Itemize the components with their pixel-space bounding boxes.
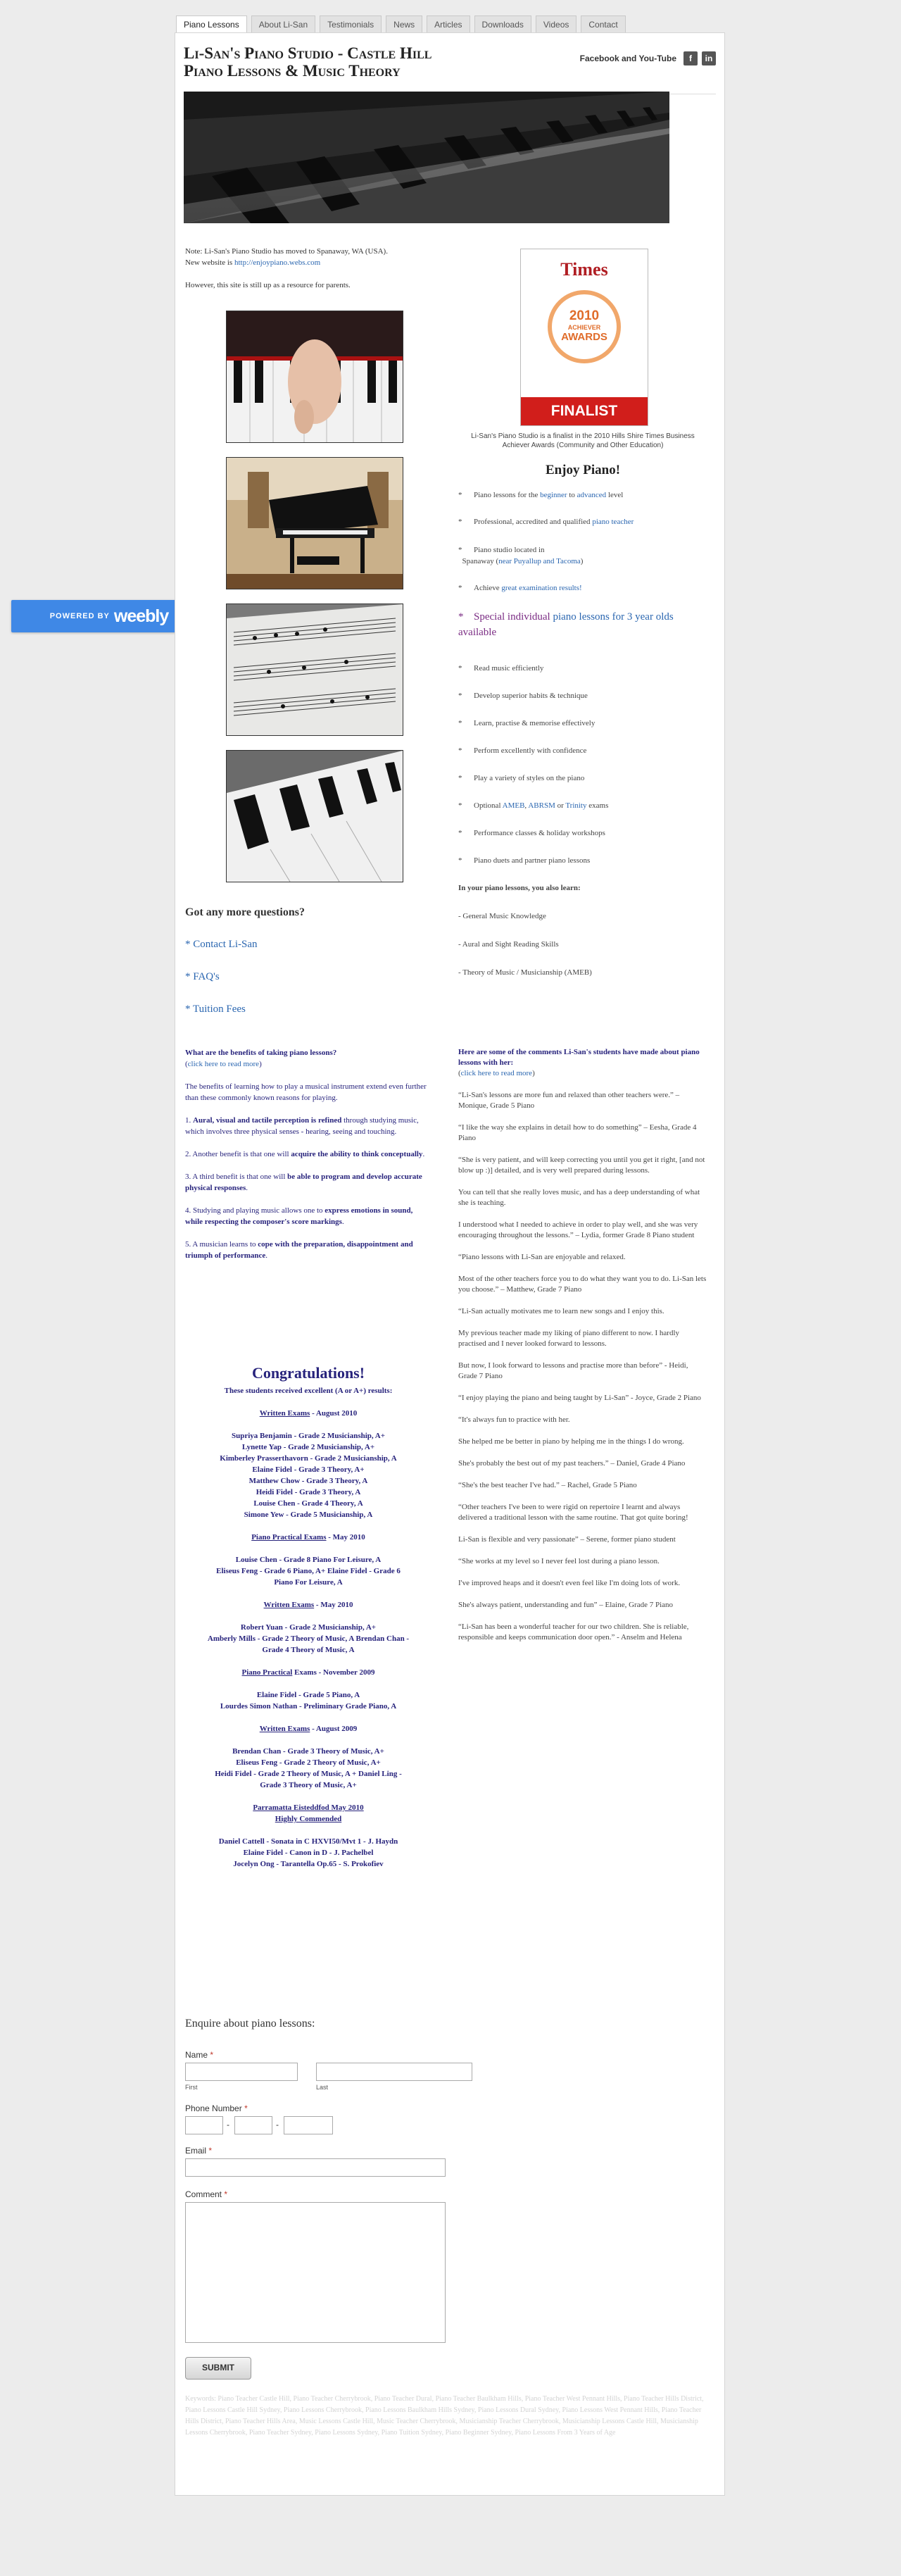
comment: You can tell that she really loves music, and has a deep understanding of what she is teaching. bbox=[458, 1188, 700, 1207]
result-line: Robert Yuan - Grade 2 Musicianship, A+ bbox=[240, 1623, 377, 1632]
grand-piano-photo bbox=[226, 457, 403, 589]
faqs-link[interactable]: * FAQ's bbox=[185, 971, 220, 982]
comment: “I enjoy playing the piano and being taught by Li-San” - Joyce, Grade 2 Piano bbox=[458, 1394, 701, 1402]
benefit-1 bbox=[185, 1115, 431, 1137]
award-year: 2010 bbox=[569, 308, 600, 323]
bullet-results: * Achieve great examination results! bbox=[458, 584, 582, 592]
group-date: - August 2009 bbox=[310, 1725, 358, 1733]
phone-label bbox=[185, 2103, 248, 2113]
sheet-music-photo bbox=[226, 604, 403, 736]
bullet-learn-text: Learn, practise & memorise effectively bbox=[474, 719, 596, 727]
bullet-location-end: ) bbox=[580, 557, 584, 565]
results-group-practical-nov-2009 bbox=[185, 1667, 431, 1678]
comment-textarea[interactable] bbox=[185, 2202, 446, 2343]
bullet-exams-end: exams bbox=[586, 801, 609, 810]
comment: I understood what I needed to achieve in order to play well, and she was very encouraging throughout the lessons.” – Lydia, former Grade 8 Piano student bbox=[458, 1220, 698, 1239]
award-times-logo: Times bbox=[560, 259, 608, 280]
bullet-special-text: Special individual bbox=[474, 611, 553, 623]
email-input[interactable] bbox=[185, 2158, 446, 2177]
comment: “She is very patient, and will keep correcting you until you get it right, [and not blow up :)] detailed, and is very well prepared during lessons. bbox=[458, 1156, 705, 1175]
benefit-1-bold: Aural, visual and tactile perception is refined bbox=[193, 1116, 342, 1125]
nav-tab-testimonials[interactable]: Testimonials bbox=[320, 15, 382, 34]
group-date: - August 2010 bbox=[310, 1409, 358, 1418]
benefit-3-end: . bbox=[246, 1184, 248, 1192]
bullet-workshops: * Performance classes & holiday workshops bbox=[458, 829, 605, 837]
bullet-location-city: Spanaway ( bbox=[462, 557, 499, 565]
benefit-4 bbox=[185, 1205, 431, 1227]
phone-line-input[interactable] bbox=[284, 2116, 333, 2134]
tuition-fees-link[interactable]: * Tuition Fees bbox=[185, 1003, 246, 1015]
result-line: Supriya Benjamin - Grade 2 Musicianship, A+ bbox=[231, 1432, 386, 1440]
site-title-line2: Piano Lessons & Music Theory bbox=[184, 62, 401, 80]
bullet-duets-text: Piano duets and partner piano lessons bbox=[474, 856, 591, 865]
bullet-habits: * Develop superior habits & technique bbox=[458, 692, 588, 700]
bullet-levels-to: to bbox=[567, 491, 577, 499]
result-line: Kimberley Prasserthavorn - Grade 2 Musicianship, A bbox=[220, 1454, 397, 1463]
group-heading[interactable]: Parramatta Eisteddfod May 2010 bbox=[253, 1803, 364, 1812]
results-group-written-aug-2010 bbox=[185, 1408, 431, 1419]
also-learn-heading: In your piano lessons, you also learn: bbox=[458, 884, 581, 892]
abrsm-link[interactable]: ABRSM bbox=[528, 801, 555, 810]
ameb-link[interactable]: AMEB bbox=[502, 801, 525, 810]
group-date: - May 2010 bbox=[314, 1601, 353, 1609]
results-group-practical-may-2010 bbox=[185, 1532, 431, 1543]
required-marker: * bbox=[210, 2050, 214, 2060]
bullet-duets: * Piano duets and partner piano lessons bbox=[458, 856, 591, 865]
comment: Li-San is flexible and very passionate” – Serene, former piano student bbox=[458, 1535, 676, 1544]
comment: “Other teachers I've been to were rigid on repertoire I learnt and always delivered a traditional lesson with the same routine. That got quite boring! bbox=[458, 1503, 688, 1522]
comment: “She works at my level so I never feel lost during a piano lesson. bbox=[458, 1557, 660, 1565]
bullet-levels-text: Piano lessons for the bbox=[474, 491, 541, 499]
result-line: Matthew Chow - Grade 3 Theory, A bbox=[248, 1477, 368, 1485]
email-label-text: Email bbox=[185, 2146, 207, 2156]
sheet-music-image bbox=[227, 604, 403, 735]
benefit-2-end: . bbox=[422, 1150, 425, 1158]
bullet-exams: * Optional AMEB, ABRSM or Trinity exams bbox=[458, 801, 609, 810]
result-line: Amberly Mills - Grade 2 Theory of Music, A Brendan Chan - bbox=[207, 1634, 410, 1643]
bullet-location: * Piano studio located in Spanaway (near Puyallup and Tacoma) bbox=[458, 546, 584, 565]
bullet-read-music-text: Read music efficiently bbox=[474, 664, 544, 673]
results-group-eisteddfod bbox=[185, 1802, 431, 1813]
nav-tab-downloads[interactable]: Downloads bbox=[474, 15, 531, 34]
result-line: Lynette Yap - Grade 2 Musicianship, A+ bbox=[241, 1443, 375, 1451]
questions-heading: Got any more questions? bbox=[185, 906, 305, 918]
benefit-4-end: . bbox=[341, 1218, 344, 1226]
powered-by-text: POWERED BY bbox=[49, 612, 110, 620]
required-marker: * bbox=[224, 2189, 228, 2199]
comment: My previous teacher made my liking of piano different to now. I hardly practised and I never looked forward to lessons. bbox=[458, 1329, 680, 1348]
facebook-icon[interactable]: f bbox=[683, 51, 698, 65]
first-name-sublabel: First bbox=[185, 2084, 198, 2091]
bullet-levels: * Piano lessons for the beginner to advanced level bbox=[458, 491, 624, 499]
results-group-highly-commended bbox=[185, 1813, 431, 1825]
first-name-input[interactable] bbox=[185, 2063, 298, 2081]
award-medal bbox=[548, 290, 621, 363]
congratulations-heading: Congratulations! bbox=[251, 1364, 365, 1382]
benefit-2-bold: acquire the ability to think conceptually bbox=[291, 1150, 423, 1158]
site-title-line1: Li-San's Piano Studio - Castle Hill bbox=[184, 44, 432, 62]
group-subheading: Highly Commended bbox=[275, 1815, 342, 1823]
result-line: Grade 4 Theory of Music, A bbox=[262, 1646, 355, 1654]
bullet-location-text: Piano studio located in bbox=[474, 546, 545, 554]
benefit-5-bold: cope with the preparation, disappointment and triumph of performance bbox=[185, 1240, 413, 1260]
bullet-styles-text: Play a variety of styles on the piano bbox=[474, 774, 585, 782]
result-line: Piano For Leisure, A bbox=[274, 1578, 343, 1587]
nav-tab-about[interactable]: About Li-San bbox=[251, 15, 315, 34]
moved-note-line2 bbox=[185, 257, 439, 268]
three-year-olds-link[interactable]: piano lessons for 3 year olds bbox=[553, 611, 674, 623]
phone-dash: - bbox=[227, 2120, 229, 2130]
bullet-exams-sep2: or bbox=[555, 801, 566, 810]
comment: “Piano lessons with Li-San are enjoyable and relaxed. bbox=[458, 1253, 626, 1261]
last-name-input[interactable] bbox=[316, 2063, 472, 2081]
benefits-heading: What are the benefits of taking piano lessons? bbox=[185, 1049, 337, 1057]
keywords-footer: Keywords: Piano Teacher Castle Hill, Piano Teacher Cherrybrook, Piano Teacher Dural, Piano Teacher Baulkham Hills, Piano Teacher West Pennant Hills, Piano Teacher Hills District, Piano Lessons Castle Hill Sydney, Piano Lessons Cherrybrook, Piano Lessons Baulkham Hills Sydney, Piano Lessons Dural Sydney, Piano Lessons West Pennant Hills, Piano Teacher Hills District, Piano Teacher Hills Area, Music Lessons Castle Hill, Music Teacher Cherrybrook, Musicianship Teacher Cherrybrook, Musicianship Lessons Castle Hill, Musicianship Lessons Cherrybrook, Piano Teacher Sydney, Piano Lessons Sydney, Piano Tuition Sydney, Piano Beginner Sydney, Piano Lessons From 3 Years of Age bbox=[185, 2395, 704, 2437]
bullet-perform: * Perform excellently with confidence bbox=[458, 746, 587, 755]
result-line: Elaine Fidel - Grade 3 Theory, A+ bbox=[252, 1465, 365, 1474]
comment: “I like the way she explains in detail how to do something” – Eesha, Grade 4 Piano bbox=[458, 1123, 697, 1142]
comment: I've improved heaps and it doesn't even feel like I'm doing lots of work. bbox=[458, 1579, 681, 1587]
award-caption: Li-San's Piano Studio is a finalist in the 2010 Hills Shire Times Business Achiever Awards (Community and Other Education) bbox=[471, 432, 695, 449]
benefit-4-bold: express emotions in sound, while respecting the composer's score markings bbox=[185, 1206, 413, 1226]
benefits-read-more-link[interactable]: click here to read more bbox=[187, 1060, 260, 1068]
comments-read-more-link[interactable]: click here to read more bbox=[460, 1069, 533, 1077]
results-group-written-may-2010 bbox=[185, 1599, 431, 1611]
benefit-3-text: 3. A third benefit is that one will bbox=[185, 1173, 288, 1181]
email-label bbox=[185, 2146, 212, 2156]
new-website-link[interactable]: http://enjoypiano.webs.com bbox=[234, 258, 321, 267]
benefit-5-text: 5. A musician learns to bbox=[185, 1240, 258, 1249]
result-line: Eliseus Feng - Grade 6 Piano, A+ Elaine Fidel - Grade 6 bbox=[216, 1567, 401, 1575]
bullet-learn: * Learn, practise & memorise effectively bbox=[458, 719, 596, 727]
result-line: Daniel Cattell - Sonata in C HXVI50/Mvt 1 - J. Haydn bbox=[218, 1837, 398, 1846]
hand-on-keys-image bbox=[227, 311, 403, 442]
phone-area-input[interactable] bbox=[185, 2116, 223, 2134]
group-date: - May 2010 bbox=[326, 1533, 365, 1542]
contact-li-san-link[interactable]: * Contact Li-San bbox=[185, 939, 258, 950]
comment: But now, I look forward to lessons and practise more than before” - Heidi, Grade 7 Piano bbox=[458, 1361, 688, 1380]
bullet-qualified-text: Professional, accredited and qualified bbox=[474, 518, 593, 526]
phone-dash: - bbox=[276, 2120, 279, 2130]
benefit-5 bbox=[185, 1239, 431, 1261]
moved-note bbox=[185, 246, 439, 291]
comments-read-more: (click here to read more) bbox=[458, 1069, 535, 1077]
result-line: Brendan Chan - Grade 3 Theory of Music, A+ bbox=[232, 1747, 384, 1756]
piano-keys-banner bbox=[184, 92, 669, 223]
site-title[interactable] bbox=[184, 44, 508, 80]
bullet-workshops-text: Performance classes & holiday workshops bbox=[474, 829, 605, 837]
result-line: Heidi Fidel - Grade 2 Theory of Music, A + Daniel Ling - bbox=[215, 1770, 402, 1778]
puyallup-tacoma-link[interactable]: near Puyallup and Tacoma bbox=[498, 557, 581, 565]
bullet-available-text: available bbox=[458, 627, 497, 638]
bullet-exams-text: Optional bbox=[474, 801, 503, 810]
bullet-results-text: Achieve bbox=[474, 584, 502, 592]
student-comments bbox=[458, 1047, 709, 1643]
results-group-written-aug-2009 bbox=[185, 1723, 431, 1734]
social-links bbox=[580, 51, 716, 65]
nav-tab-contact[interactable]: Contact bbox=[581, 15, 625, 34]
piano-teacher-link[interactable]: piano teacher bbox=[592, 518, 634, 526]
bullet-qualified: * Professional, accredited and qualified piano teacher bbox=[458, 518, 634, 526]
group-heading[interactable]: Piano Practical Exams bbox=[251, 1533, 327, 1542]
required-marker: * bbox=[208, 2146, 213, 2156]
bullet-read-music: * Read music efficiently bbox=[458, 664, 544, 673]
result-line: Louise Chen - Grade 4 Theory, A bbox=[253, 1499, 363, 1508]
award-finalist-banner: FINALIST bbox=[521, 397, 648, 425]
group-heading[interactable]: Written Exams bbox=[263, 1601, 315, 1609]
group-heading[interactable]: Written Exams bbox=[259, 1409, 310, 1418]
comment: She's probably the best out of my past teachers.” – Daniel, Grade 4 Piano bbox=[458, 1459, 686, 1468]
phone-label-text: Phone Number bbox=[185, 2103, 242, 2113]
phone-prefix-input[interactable] bbox=[234, 2116, 272, 2134]
bullet-habits-text: Develop superior habits & technique bbox=[474, 692, 588, 700]
exam-results-link[interactable]: great examination results! bbox=[501, 584, 582, 592]
nav-tab-videos[interactable]: Videos bbox=[536, 15, 576, 34]
new-website-label: New website is bbox=[185, 258, 234, 267]
bullet-perform-text: Perform excellently with confidence bbox=[474, 746, 587, 755]
name-label-text: Name bbox=[185, 2050, 208, 2060]
group-heading[interactable]: Written Exams bbox=[259, 1725, 310, 1733]
submit-button[interactable]: SUBMIT bbox=[185, 2357, 251, 2380]
moved-note-line3: However, this site is still up as a resource for parents. bbox=[185, 281, 351, 289]
result-line: Heidi Fidel - Grade 3 Theory, A bbox=[256, 1488, 361, 1496]
piano-keys-photo bbox=[226, 750, 403, 882]
last-name-sublabel: Last bbox=[316, 2084, 329, 2091]
nav-tab-news[interactable]: News bbox=[386, 15, 422, 34]
result-line: Simone Yew - Grade 5 Musicianship, A bbox=[244, 1511, 373, 1519]
learn-aural: - Aural and Sight Reading Skills bbox=[458, 940, 559, 949]
result-line: Elaine Fidel - Grade 5 Piano, A bbox=[256, 1691, 360, 1699]
social-label: Facebook and You-Tube bbox=[579, 54, 676, 63]
keys-closeup-image bbox=[227, 751, 403, 882]
times-achiever-award-image bbox=[520, 249, 648, 426]
bullet-3-year-olds: * Special individual piano lessons for 3 year olds available bbox=[458, 611, 674, 638]
benefit-5-end: . bbox=[265, 1251, 268, 1260]
bullet-levels-end: level bbox=[606, 491, 624, 499]
benefits-intro: The benefits of learning how to play a musical instrument extend even further than these commonly known reasons for playing. bbox=[185, 1082, 427, 1102]
result-line: Elaine Fidel - Canon in D - J. Pachelbel bbox=[243, 1849, 374, 1857]
nav-tab-articles[interactable]: Articles bbox=[427, 15, 470, 34]
comment: “Li-San has been a wonderful teacher for our two children. She is reliable, responsible and keeps communication door open.” - Anselm and Helena bbox=[458, 1622, 689, 1642]
benefit-3-bold: be able to program and develop accurate physical responses bbox=[185, 1173, 422, 1192]
learn-theory: - Theory of Music / Musicianship (AMEB) bbox=[458, 968, 592, 977]
comment: Most of the other teachers force you to do what they want you to do. Li-San lets you choose.” – Matthew, Grade 7 Piano bbox=[458, 1275, 707, 1294]
group-date: Exams - November 2009 bbox=[292, 1668, 375, 1677]
moved-note-line1: Note: Li-San's Piano Studio has moved to Spanaway, WA (USA). bbox=[185, 247, 388, 256]
result-line: Grade 3 Theory of Music, A+ bbox=[260, 1781, 357, 1789]
result-line: Louise Chen - Grade 8 Piano For Leisure, A bbox=[235, 1556, 382, 1564]
benefit-2 bbox=[185, 1149, 431, 1160]
site-header bbox=[184, 44, 716, 94]
required-marker: * bbox=[244, 2103, 248, 2113]
comments-heading: Here are some of the comments Li-San's students have made about piano lessons with her: bbox=[458, 1048, 700, 1067]
comment: “It's always fun to practice with her. bbox=[458, 1415, 570, 1424]
result-line: Eliseus Feng - Grade 2 Theory of Music, A+ bbox=[236, 1758, 381, 1767]
benefit-1-text: through studying music, which involves three physical senses - hearing, seeing and touching. bbox=[185, 1116, 419, 1136]
piano-keys-banner-image bbox=[184, 92, 669, 223]
weebly-logo: weebly bbox=[113, 606, 169, 626]
comment-label bbox=[185, 2189, 227, 2199]
nav-tab-piano-lessons[interactable]: Piano Lessons bbox=[176, 15, 247, 36]
comment: “Li-San's lessons are more fun and relaxed than other teachers were.” – Monique, Grade 5 Piano bbox=[458, 1091, 680, 1110]
results-list bbox=[185, 1385, 431, 1870]
bullet-exams-sep1: , bbox=[524, 801, 529, 810]
advanced-link[interactable]: advanced bbox=[576, 491, 607, 499]
group-heading[interactable]: Piano Practical bbox=[241, 1668, 293, 1677]
comment: “Li-San actually motivates me to learn new songs and I enjoy this. bbox=[458, 1307, 664, 1315]
beginner-link[interactable]: beginner bbox=[540, 491, 567, 499]
comment: She helped me be better in piano by helping me in the things I do wrong. bbox=[458, 1437, 684, 1446]
trinity-link[interactable]: Trinity bbox=[565, 801, 587, 810]
enquiry-heading: Enquire about piano lessons: bbox=[185, 2018, 315, 2030]
benefits-read-more: (click here to read more) bbox=[185, 1060, 262, 1068]
benefit-4-text: 4. Studying and playing music allows one to bbox=[185, 1206, 325, 1215]
piano-hand-photo bbox=[226, 311, 403, 443]
bullet-styles: * Play a variety of styles on the piano bbox=[458, 774, 585, 782]
enjoy-piano-heading: Enjoy Piano! bbox=[545, 463, 621, 477]
award-achiever: ACHIEVER bbox=[567, 324, 601, 331]
linkedin-icon[interactable]: in bbox=[702, 51, 716, 65]
award-awards: AWARDS bbox=[561, 331, 607, 343]
learn-general: - General Music Knowledge bbox=[458, 912, 546, 920]
comment: She's always patient, understanding and fun” – Elaine, Grade 7 Piano bbox=[458, 1601, 674, 1609]
page-container bbox=[175, 32, 725, 2496]
comment: “She's the best teacher I've had.” – Rachel, Grade 5 Piano bbox=[458, 1481, 637, 1489]
result-line: Lourdes Simon Nathan - Preliminary Grade Piano, A bbox=[220, 1702, 397, 1711]
benefit-1-num: 1. bbox=[185, 1116, 193, 1125]
benefit-3 bbox=[185, 1171, 431, 1194]
grand-piano-image bbox=[227, 458, 403, 589]
benefits-section bbox=[185, 1047, 431, 1261]
name-label bbox=[185, 2050, 213, 2060]
comment-label-text: Comment bbox=[185, 2189, 222, 2199]
benefit-2-text: 2. Another benefit is that one will bbox=[185, 1150, 291, 1158]
result-line: Jocelyn Ong - Tarantella Op.65 - S. Prokofiev bbox=[233, 1860, 384, 1868]
results-subheading: These students received excellent (A or A+) results: bbox=[224, 1387, 393, 1395]
